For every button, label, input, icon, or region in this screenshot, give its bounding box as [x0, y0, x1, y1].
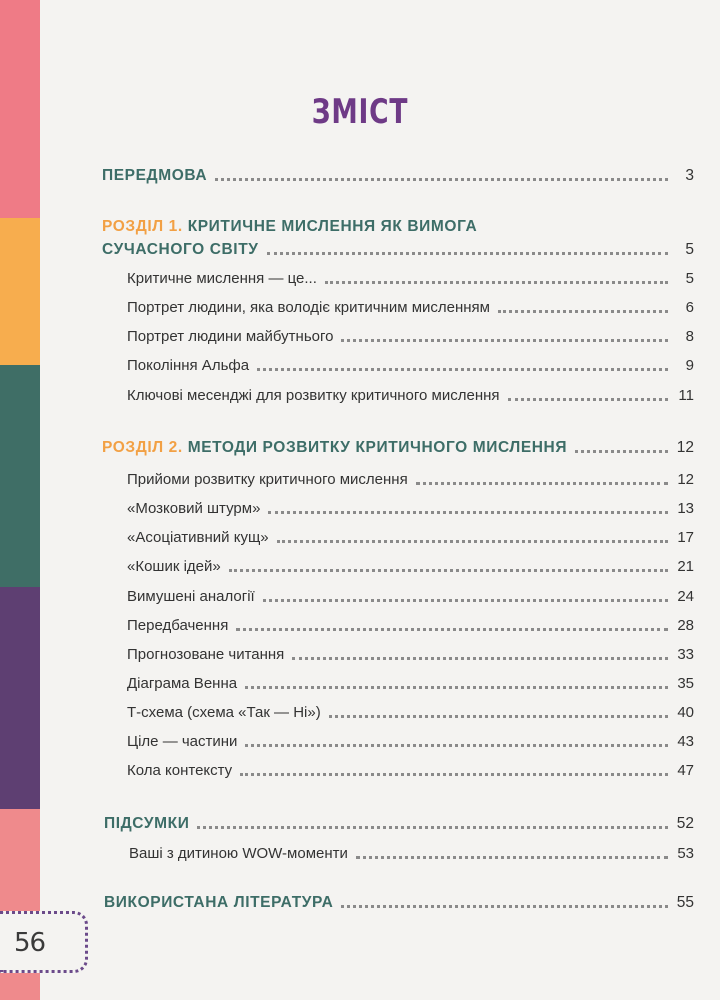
- toc-item[interactable]: [127, 703, 694, 723]
- leader-dots: [341, 905, 668, 908]
- toc-item-label: Ваші з дитиною WOW-моменти: [129, 845, 348, 862]
- color-stripe-pink: [0, 0, 40, 218]
- toc-item[interactable]: [127, 499, 694, 519]
- toc-item[interactable]: [127, 587, 694, 607]
- toc-item-page: 21: [677, 558, 694, 575]
- leader-dots: [498, 310, 668, 313]
- leader-dots: [508, 398, 668, 401]
- toc-item[interactable]: [127, 557, 694, 577]
- toc-item-label: «Асоціативний кущ»: [127, 529, 269, 546]
- toc-item-label: «Мозковий штурм»: [127, 500, 261, 517]
- toc-item-label: Кола контексту: [127, 762, 233, 779]
- color-stripe-purple: [0, 587, 40, 809]
- leader-dots: [416, 482, 668, 485]
- section1-title-line1: КРИТИЧНЕ МИСЛЕННЯ ЯК ВИМОГА: [187, 218, 478, 235]
- toc-item[interactable]: [127, 327, 694, 347]
- leader-dots: [245, 744, 668, 747]
- toc-item-label: Ціле — частини: [127, 733, 238, 750]
- toc-item[interactable]: [127, 269, 694, 289]
- toc-entry-label: ПЕРЕДМОВА: [102, 167, 208, 184]
- leader-dots: [267, 252, 668, 255]
- toc-entry-summary[interactable]: [104, 814, 694, 834]
- toc-item[interactable]: [127, 674, 694, 694]
- toc-entry-page: 5: [685, 241, 694, 258]
- toc-item[interactable]: [127, 386, 694, 406]
- toc-item-page: 24: [677, 588, 694, 605]
- toc-item-page: 13: [677, 500, 694, 517]
- leader-dots: [245, 686, 668, 689]
- color-stripe-orange: [0, 218, 40, 365]
- toc-item-page: 8: [685, 328, 694, 345]
- toc-section1-heading-line1[interactable]: [102, 218, 477, 236]
- toc-item-label: Діаграма Венна: [127, 675, 238, 692]
- color-stripe-teal: [0, 365, 40, 587]
- toc-item-page: 6: [685, 299, 694, 316]
- toc-item-label: Прогнозоване читання: [127, 646, 285, 663]
- page-title: ЗМІСТ: [311, 92, 409, 132]
- leader-dots: [325, 281, 668, 284]
- page-number: 56: [14, 928, 46, 958]
- toc-item-page: 11: [678, 387, 694, 404]
- toc-item-page: 40: [677, 704, 694, 721]
- leader-dots: [277, 540, 668, 543]
- leader-dots: [292, 657, 668, 660]
- leader-dots: [356, 856, 668, 859]
- leader-dots: [341, 339, 668, 342]
- section2-title: МЕТОДИ РОЗВИТКУ КРИТИЧНОГО МИСЛЕННЯ: [187, 439, 568, 456]
- leader-dots: [229, 569, 668, 572]
- toc-item[interactable]: [127, 732, 694, 752]
- toc-item[interactable]: [127, 356, 694, 376]
- toc-item-page: 47: [677, 762, 694, 779]
- toc-item[interactable]: [127, 616, 694, 636]
- toc-item[interactable]: [129, 844, 694, 864]
- leader-dots: [575, 450, 668, 453]
- toc-item-label: Ключові месенджі для розвитку критичного мислення: [127, 387, 500, 404]
- leader-dots: [268, 511, 668, 514]
- section2-prefix: РОЗДІЛ 2.: [102, 439, 183, 456]
- toc-entry-section1[interactable]: [102, 240, 694, 260]
- leader-dots: [257, 368, 668, 371]
- toc-item-label: Покоління Альфа: [127, 357, 250, 374]
- toc-item-label: Портрет людини майбутнього: [127, 328, 334, 345]
- toc-item-page: 5: [685, 270, 694, 287]
- leader-dots: [215, 178, 668, 181]
- toc-item-label: Прийоми розвитку критичного мислення: [127, 471, 408, 488]
- toc-item-label: Портрет людини, яка володіє критичним мисленням: [127, 299, 490, 316]
- toc-entry-label: ПІДСУМКИ: [104, 815, 190, 832]
- toc-entry-page: 52: [676, 815, 694, 832]
- toc-item-page: 33: [677, 646, 694, 663]
- toc-entry-page: 12: [676, 439, 694, 456]
- page-number-tab: [0, 911, 88, 973]
- toc-entry-label: ВИКОРИСТАНА ЛІТЕРАТУРА: [104, 894, 334, 911]
- toc-entry-page: 3: [685, 167, 694, 184]
- toc-entry-literature[interactable]: [104, 893, 694, 913]
- leader-dots: [329, 715, 668, 718]
- toc-item[interactable]: [127, 470, 694, 490]
- leader-dots: [263, 599, 668, 602]
- toc-item[interactable]: [127, 645, 694, 665]
- toc-item-page: 12: [677, 471, 694, 488]
- toc-entry-preface[interactable]: [102, 166, 694, 186]
- toc-entry-page: 55: [676, 894, 694, 911]
- toc-item-page: 53: [677, 845, 694, 862]
- toc-item-label: Передбачення: [127, 617, 229, 634]
- toc-item-page: 28: [677, 617, 694, 634]
- toc-item-label: «Кошик ідей»: [127, 558, 221, 575]
- toc-item[interactable]: [127, 761, 694, 781]
- toc-item-page: 9: [685, 357, 694, 374]
- toc-item-label: Т-схема (схема «Так — Ні»): [127, 704, 321, 721]
- leader-dots: [236, 628, 668, 631]
- toc-item-label: Вимушені аналогії: [127, 588, 255, 605]
- toc-item-page: 17: [677, 529, 694, 546]
- toc-item-page: 43: [677, 733, 694, 750]
- toc-entry-section2[interactable]: [102, 438, 694, 458]
- toc-item-page: 35: [677, 675, 694, 692]
- section1-title-line2: СУЧАСНОГО СВІТУ: [102, 241, 259, 258]
- leader-dots: [197, 826, 668, 829]
- toc-item[interactable]: [127, 528, 694, 548]
- toc-item-label: Критичне мислення — це...: [127, 270, 317, 287]
- toc-item[interactable]: [127, 298, 694, 318]
- leader-dots: [240, 773, 668, 776]
- section1-prefix: РОЗДІЛ 1.: [102, 218, 183, 235]
